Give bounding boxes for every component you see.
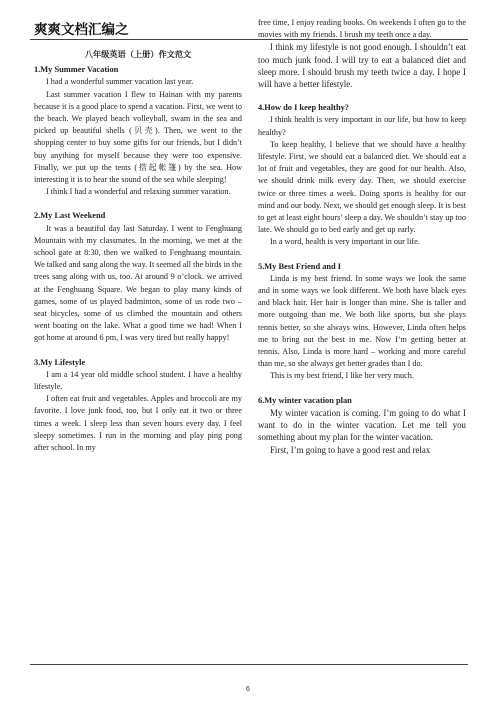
paragraph: First, I’m going to have a good rest and relax (270, 444, 431, 455)
paragraph: I think health is very important in our life, but how to keep healthy? (258, 115, 466, 137)
section-title-2: 2.My Last Weekend (34, 211, 106, 221)
section-title-6: 6.My winter vacation plan (258, 395, 352, 405)
paragraph: It was a beautiful day last Saturday. I went to Fenghuang Mountain with my classmates. In the morning, we met at the school gate at 8:30, then we walked to Fenghuang mountain. We talked and sang along the way. It seemed all the birds in the trees sang along with us, too. At around 9 o’clock. we arrived at the Fenghuang Square. We began to play many kinds of games, some of us played badminton, some of us rode two – seat bicycles, some of us climbed the mountain and others went boating on the lake. What a good time we had! When I got home at around 6 pm, I was very tired but really happy! (34, 223, 242, 343)
page-number: 6 (246, 686, 250, 693)
section-title-4: 4.How do I keep healthy? (258, 103, 349, 113)
site-title: 爽爽文档汇编之 (34, 22, 129, 38)
section-title-3: 3.My Lifestyle (34, 357, 86, 367)
document-subtitle: 八年级英语（上册）作文范文 (84, 49, 192, 59)
paragraph: To keep healthy, I believe that we should have a healthy lifestyle. First, we should eat a balanced diet. We should eat a lot of fruit and vegetables, they are good for our health. Also, we should drink milk every day. Then, we should exercise twice or three times a week. Doing sports is healthy for our mind and our body. Next, we should get enough sleep. It is best to get at least eight hours’ sleep a day. We shouldn’t stay up too late. We should go to bed early and get up early. (258, 139, 466, 235)
section-title-5: 5.My Best Friend and I (258, 261, 342, 271)
paragraph: I had a wonderful summer vacation last year. (46, 77, 194, 87)
section-title-1: 1.My Summer Vacation (34, 65, 119, 75)
section-gap (258, 90, 466, 102)
paragraph: I am a 14 year old middle school student. I have a healthy lifestyle. (34, 369, 242, 392)
paragraph: I think I had a wonderful and relaxing summer vacation. (46, 187, 231, 197)
paragraph: I think my lifestyle is not good enough. I shouldn’t eat too much junk food. I will try to eat a balanced diet and sleep more. I should brush my teeth twice a day. I hope I will have a better lifestyle. (258, 42, 466, 90)
right-column (258, 17, 466, 456)
footer-rule (30, 664, 468, 665)
paragraph: This is my best friend, I like her very much. (270, 371, 414, 381)
paragraph: free time, I enjoy reading books. On weekends I often go to the movies with my friends. I brush my teeth once a day. (258, 18, 466, 40)
paragraph: My winter vacation is coming. I’m going to do what I want to do in the winter vacation. Let me tell you something about my plan for the winter vacation. (258, 407, 466, 443)
paragraph: Last summer vacation I flew to Hainan with my parents because it is a good place to spend a vacation. First, we went to the beach. We played beach volleyball, swam in the sea and picked up beautiful shells (贝壳). Then, we went to the shopping center to buy some gifts for our friends, but I didn’t buy anything for myself because they were too expensive. Finally, we put up the tents (搭起帐篷) by the sea. How interesting it is to hear the sound of the sea while sleeping! (34, 89, 242, 185)
section-gap (34, 198, 242, 210)
section-gap (34, 345, 242, 357)
section-gap (258, 383, 466, 395)
paragraph: In a word, health is very important in our life. (270, 237, 420, 247)
left-column (34, 45, 242, 454)
paragraph: Linda is my best friend. In some ways we look the same and in some ways we look different. We both have black eyes and black hair. Her hair is longer than mine. She is taller and more outgoing than me. We both like sports, but she plays tennis better, so she always wins. However, Linda often helps me to bring out the best in me. Now I’m getting better at tennis. Also, Linda is more hard – working and more careful than me, so she always get better grades than I do. (258, 273, 466, 369)
paragraph: I often eat fruit and vegetables. Apples and broccoli are my favorite. I love junk food, too, but I only eat it two or three times a week. I sleep less than seven hours every day. I feel sleepy sometimes. I run in the morning and play ping pong after school. In my (34, 394, 242, 453)
section-gap (258, 249, 466, 261)
